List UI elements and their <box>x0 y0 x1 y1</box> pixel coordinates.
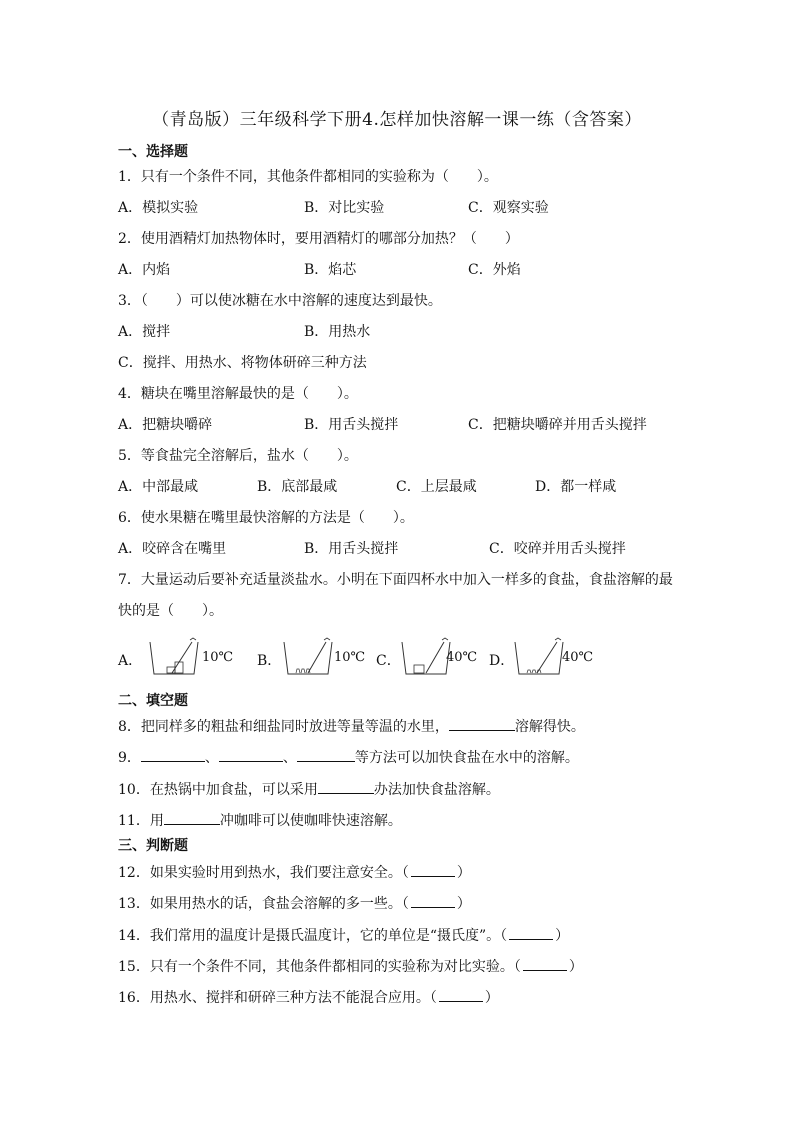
q16-text: 16．用热水、搅拌和研碎三种方法不能混合应用。（ <box>118 990 437 1006</box>
q2-option-b: B．焰芯 <box>304 262 357 278</box>
question-11 <box>118 810 402 830</box>
q11-text-before: 11．用 <box>118 813 164 829</box>
q9-number: 9． <box>118 750 141 766</box>
q12-text: 12．如果实验时用到热水，我们要注意安全。（ <box>118 865 409 881</box>
question-10 <box>118 779 500 799</box>
beaker-c-illustration <box>400 636 452 678</box>
question-3-stem: 3．（ ）可以使冰糖在水中溶解的速度达到最快。 <box>118 293 442 309</box>
q2-option-a: A．内焰 <box>118 262 171 278</box>
q7-temp-d: 40℃ <box>562 650 594 665</box>
question-4-stem: 4．糖块在嘴里溶解最快的是（ ）。 <box>118 386 358 402</box>
q9-separator-2: 、 <box>282 750 297 766</box>
q16-close: ） <box>484 990 499 1006</box>
q9-blank-3[interactable] <box>297 747 355 762</box>
q6-option-b: B．用舌头搅拌 <box>304 541 399 557</box>
q15-close: ） <box>568 959 583 975</box>
question-1-stem: 1．只有一个条件不同，其他条件都相同的实验称为（ ）。 <box>118 169 498 185</box>
q1-option-b: B．对比实验 <box>304 200 385 216</box>
question-2-stem: 2．使用酒精灯加热物体时，要用酒精灯的哪部分加热？（ ） <box>118 231 519 247</box>
q6-option-a: A．咬碎含在嘴里 <box>118 541 227 557</box>
q7-temp-c: 40℃ <box>446 650 478 665</box>
q4-option-c: C．把糖块嚼碎并用舌头搅拌 <box>468 417 647 433</box>
q9-separator-1: 、 <box>204 750 219 766</box>
q3-option-b: B．用热水 <box>304 324 371 340</box>
question-7-stem-line1: 7．大量运动后要补充适量淡盐水。小明在下面四杯水中加入一样多的食盐，食盐溶解的最 <box>118 572 673 588</box>
q10-text-before: 10．在热锅中加食盐，可以采用 <box>118 782 318 798</box>
section-heading-choice: 一、选择题 <box>118 144 188 160</box>
q15-answer-blank[interactable] <box>523 956 567 971</box>
q14-close: ） <box>555 928 570 944</box>
beaker-a-illustration <box>148 636 200 678</box>
q5-option-b: B．底部最咸 <box>257 479 338 495</box>
q11-blank[interactable] <box>164 810 220 825</box>
q10-blank[interactable] <box>318 779 374 794</box>
q12-answer-blank[interactable] <box>411 862 455 877</box>
q5-option-d: D．都一样咸 <box>535 479 617 495</box>
section-heading-judge: 三、判断题 <box>118 838 188 854</box>
q13-text: 13．如果用热水的话，食盐会溶解的多一些。（ <box>118 896 409 912</box>
q13-answer-blank[interactable] <box>411 893 455 908</box>
q14-text: 14．我们常用的温度计是摄氏温度计，它的单位是“摄氏度”。（ <box>118 928 508 944</box>
q4-option-a: A．把糖块嚼碎 <box>118 417 213 433</box>
q16-answer-blank[interactable] <box>439 987 483 1002</box>
q5-option-a: A．中部最咸 <box>118 479 199 495</box>
question-6-stem: 6．使水果糖在嘴里最快溶解的方法是（ ）。 <box>118 510 414 526</box>
beaker-d-illustration <box>513 636 565 678</box>
q13-close: ） <box>456 896 471 912</box>
q8-text-before: 8．把同样多的粗盐和细盐同时放进等量等温的水里， <box>118 719 449 735</box>
q6-option-c: C．咬碎并用舌头搅拌 <box>489 541 626 557</box>
question-7-stem-line2: 快的是（ ）。 <box>118 603 223 619</box>
q7-option-a: A． <box>118 653 143 669</box>
q1-option-a: A．模拟实验 <box>118 200 199 216</box>
q2-option-c: C．外焰 <box>468 262 521 278</box>
question-13 <box>118 893 471 913</box>
q7-temp-a: 10℃ <box>202 650 234 665</box>
q4-option-b: B．用舌头搅拌 <box>304 417 399 433</box>
question-14 <box>118 925 569 945</box>
page-title: （青岛版）三年级科学下册4.怎样加快溶解一课一练（含答案） <box>152 110 642 130</box>
q7-option-c: C． <box>376 653 401 669</box>
q1-option-c: C．观察实验 <box>468 200 549 216</box>
beaker-b-illustration <box>282 636 334 678</box>
question-8 <box>118 716 585 736</box>
q11-text-after: 冲咖啡可以使咖啡快速溶解。 <box>219 813 402 829</box>
q12-close: ） <box>456 865 471 881</box>
question-15 <box>118 956 583 976</box>
q10-text-after: 办法加快食盐溶解。 <box>373 782 500 798</box>
q3-option-a: A．搅拌 <box>118 324 171 340</box>
q5-option-c: C．上层最咸 <box>396 479 477 495</box>
q9-text-after: 等方法可以加快食盐在水中的溶解。 <box>354 750 579 766</box>
question-5-stem: 5．等食盐完全溶解后，盐水（ ）。 <box>118 448 358 464</box>
question-16 <box>118 987 499 1007</box>
q8-text-after: 溶解得快。 <box>514 719 585 735</box>
q8-blank[interactable] <box>449 716 515 731</box>
section-heading-fill: 二、填空题 <box>118 693 188 709</box>
question-12 <box>118 862 471 882</box>
q7-temp-b: 10℃ <box>334 650 366 665</box>
q15-text: 15．只有一个条件不同，其他条件都相同的实验称为对比实验。（ <box>118 959 521 975</box>
question-9 <box>118 747 579 767</box>
q9-blank-2[interactable] <box>219 747 283 762</box>
q7-option-b: B． <box>257 653 282 669</box>
q9-blank-1[interactable] <box>141 747 205 762</box>
q7-option-d: D． <box>489 653 515 669</box>
q14-answer-blank[interactable] <box>509 925 553 940</box>
q3-option-c: C．搅拌、用热水、将物体研碎三种方法 <box>118 355 367 371</box>
